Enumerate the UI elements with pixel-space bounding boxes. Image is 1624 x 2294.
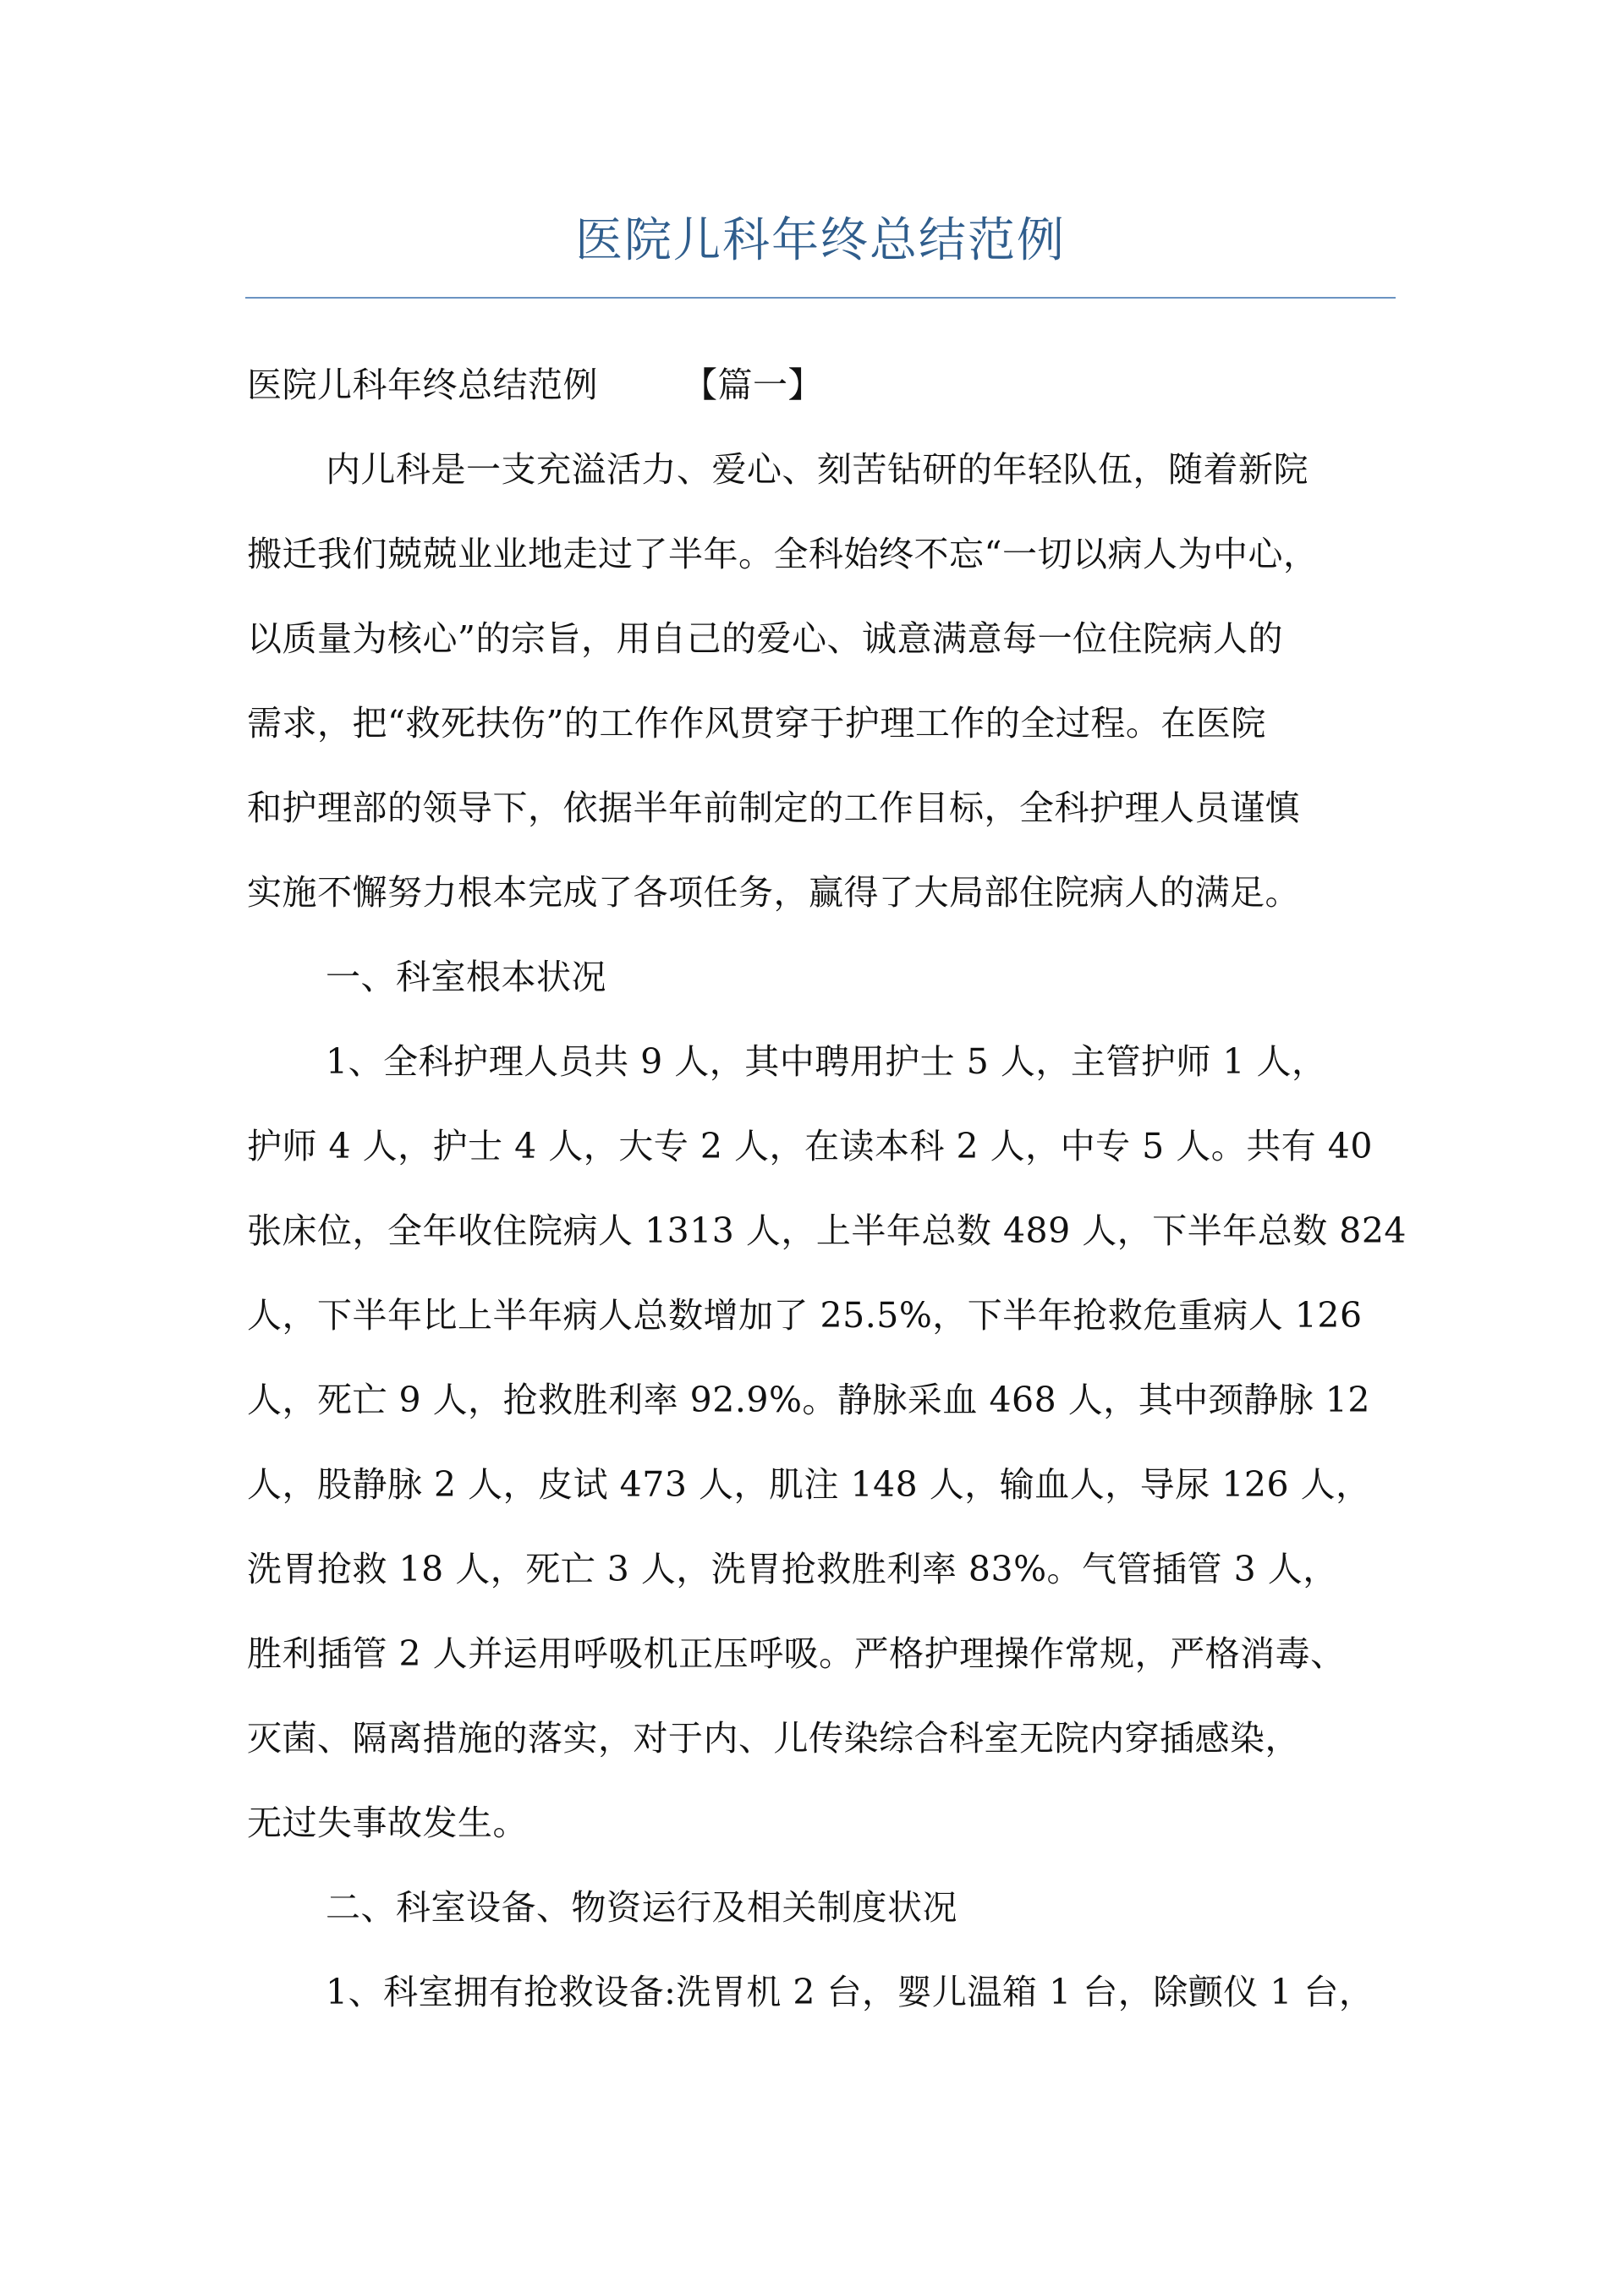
paragraph-line: 灭菌、隔离措施的落实，对于内、儿传染综合科室无院内穿插感染， xyxy=(247,1718,1300,1759)
subtitle-tag: 【篇一】 xyxy=(683,365,823,405)
paragraph-line: 人，死亡 9 人，抢救胜利率 92.9%。静脉采血 468 人，其中颈静脉 12 xyxy=(247,1380,1370,1420)
paragraph-line: 张床位，全年收住院病人 1313 人，上半年总数 489 人，下半年总数 824 xyxy=(247,1210,1407,1251)
paragraph-line: 需求，把“救死扶伤”的工作作风贯穿于护理工作的全过程。在医院 xyxy=(247,703,1266,744)
paragraph-line: 1、全科护理人员共 9 人，其中聘用护士 5 人，主管护师 1 人， xyxy=(326,1041,1327,1082)
paragraph-line: 人，下半年比上半年病人总数增加了 25.5%，下半年抢救危重病人 126 xyxy=(247,1295,1363,1336)
paragraph-line: 护师 4 人，护士 4 人，大专 2 人，在读本科 2 人，中专 5 人。共有 40 xyxy=(247,1126,1373,1166)
paragraph-line: 内儿科是一支充溢活力、爱心、刻苦钻研的年轻队伍，随着新院 xyxy=(326,449,1309,490)
section-subtitle xyxy=(247,359,1414,410)
paragraph-line: 1、科室拥有抢救设备:洗胃机 2 台，婴儿温箱 1 台，除颤仪 1 台， xyxy=(326,1972,1374,2012)
paragraph-line: 洗胃抢救 18 人，死亡 3 人，洗胃抢救胜利率 83%。气管插管 3 人， xyxy=(247,1549,1338,1589)
paragraph-line: 胜利插管 2 人并运用呼吸机正压呼吸。严格护理操作常规，严格消毒、 xyxy=(247,1633,1346,1674)
paragraph-line: 搬迁我们兢兢业业地走过了半年。全科始终不忘“一切以病人为中心， xyxy=(247,534,1319,574)
section-heading: 二、科室设备、物资运行及相关制度状况 xyxy=(326,1887,957,1928)
document-title: 医院儿科年终总结范例 xyxy=(575,213,1066,268)
section-heading: 一、科室根本状况 xyxy=(326,957,606,997)
paragraph-line: 以质量为核心”的宗旨，用自己的爱心、诚意满意每一位住院病人的 xyxy=(247,618,1283,659)
paragraph-line: 实施不懈努力根本完成了各项任务，赢得了大局部住院病人的满足。 xyxy=(247,872,1300,913)
paragraph-line: 无过失事故发生。 xyxy=(247,1803,528,1843)
paragraph-line: 和护理部的领导下，依据半年前制定的工作目标，全科护理人员谨慎 xyxy=(247,788,1300,828)
title-divider xyxy=(245,297,1396,299)
subtitle-label: 医院儿科年终总结范例 xyxy=(247,365,598,405)
paragraph-line: 人，股静脉 2 人，皮试 473 人，肌注 148 人，输血人，导尿 126 人， xyxy=(247,1464,1371,1505)
